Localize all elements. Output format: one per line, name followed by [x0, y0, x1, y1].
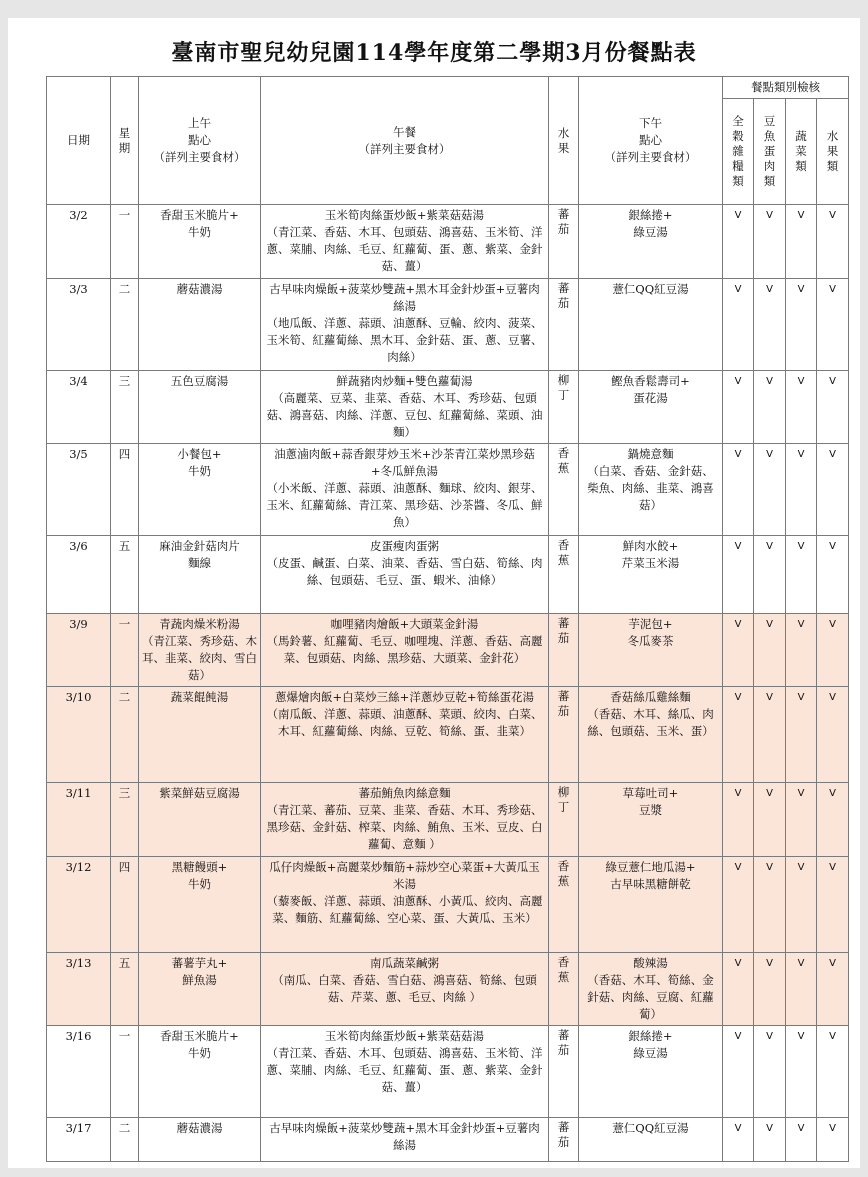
- weekday-cell: 二: [111, 1118, 139, 1162]
- fruit-cell: 蕃茄: [549, 279, 579, 371]
- lunch-dish: 蕃茄鮪魚肉絲意麵: [358, 786, 451, 800]
- pm-snack-cell: 銀絲捲+ 綠豆湯: [579, 205, 723, 279]
- am-snack-cell: 黑糖饅頭+ 牛奶: [139, 857, 261, 953]
- lunch-ingredients: （皮蛋、鹹蛋、白菜、油菜、香菇、雪白菇、筍絲、肉絲、包頭菇、毛豆、蛋、蝦米、油條）: [266, 556, 543, 587]
- table-row: [47, 536, 849, 614]
- check-vegetables: V: [786, 279, 817, 371]
- weekday-cell: 四: [111, 857, 139, 953]
- date-cell: 3/13: [47, 953, 111, 1026]
- table-row: [47, 1118, 849, 1162]
- fruit-cell: 蕃茄: [549, 614, 579, 687]
- lunch-ingredients: （小米飯、洋蔥、蒜頭、油蔥酥、麵球、絞肉、銀芽、玉米、紅蘿蔔絲、青江菜、黑珍菇、沙茶醬、冬瓜、鮮魚）: [266, 481, 543, 529]
- check-vegetables: V: [786, 205, 817, 279]
- fruit-cell: 蕃茄: [549, 1026, 579, 1118]
- check-fruit: V: [817, 953, 849, 1026]
- pm-snack-cell: 酸辣湯 （香菇、木耳、筍絲、金針菇、肉絲、豆腐、紅蘿蔔）: [579, 953, 723, 1026]
- lunch-dish: 皮蛋瘦肉蛋粥: [370, 539, 439, 553]
- check-fruit: V: [817, 536, 849, 614]
- check-fruit: V: [817, 783, 849, 857]
- lunch-cell: [261, 857, 549, 953]
- check-protein: V: [754, 614, 786, 687]
- check-protein: V: [754, 205, 786, 279]
- fruit-cell: 蕃茄: [549, 205, 579, 279]
- table-row: [47, 205, 849, 279]
- date-cell: 3/17: [47, 1118, 111, 1162]
- header-check-group: 餐點類別檢核: [723, 77, 849, 99]
- check-protein: V: [754, 687, 786, 783]
- check-grains: V: [723, 783, 754, 857]
- fruit-cell: 香蕉: [549, 953, 579, 1026]
- am-snack-cell: 蔬菜餛飩湯: [139, 687, 261, 783]
- pm-snack-cell: 薏仁QQ紅豆湯: [579, 1118, 723, 1162]
- check-grains: V: [723, 279, 754, 371]
- check-grains: V: [723, 536, 754, 614]
- date-cell: 3/9: [47, 614, 111, 687]
- check-protein: V: [754, 1118, 786, 1162]
- weekday-cell: 一: [111, 1026, 139, 1118]
- check-vegetables: V: [786, 857, 817, 953]
- header-am-snack: 上午 點心 （詳列主要食材）: [139, 77, 261, 205]
- check-grains: V: [723, 1118, 754, 1162]
- table-row: [47, 614, 849, 687]
- am-snack-cell: 五色豆腐湯: [139, 371, 261, 444]
- check-grains: V: [723, 1026, 754, 1118]
- lunch-cell: [261, 444, 549, 536]
- lunch-cell: [261, 205, 549, 279]
- lunch-cell: [261, 783, 549, 857]
- lunch-dish: 古早味肉燥飯+菠菜炒雙蔬+黑木耳金針炒蛋+豆薯肉絲湯: [269, 1121, 540, 1152]
- weekday-cell: 一: [111, 614, 139, 687]
- table-header: [47, 77, 849, 205]
- fruit-cell: 香蕉: [549, 444, 579, 536]
- check-protein: V: [754, 953, 786, 1026]
- check-protein: V: [754, 783, 786, 857]
- date-cell: 3/12: [47, 857, 111, 953]
- pm-snack-cell: 鍋燒意麵 （白菜、香菇、金針菇、柴魚、肉絲、韭菜、鴻喜菇）: [579, 444, 723, 536]
- table-row: [47, 371, 849, 444]
- lunch-ingredients: （藜麥飯、洋蔥、蒜頭、油蔥酥、小黃瓜、絞肉、高麗菜、麵筋、紅蘿蔔絲、空心菜、蛋、大黃瓜、玉米）: [266, 894, 543, 925]
- pm-snack-cell: 香菇絲瓜雞絲麵 （香菇、木耳、絲瓜、肉絲、包頭菇、玉米、蛋）: [579, 687, 723, 783]
- header-check-fruit: 水果類: [817, 99, 849, 205]
- lunch-ingredients: （地瓜飯、洋蔥、蒜頭、油蔥酥、豆輪、絞肉、菠菜、玉米筍、紅蘿蔔絲、黑木耳、金針菇、蛋、蔥、豆薯、肉絲）: [266, 316, 543, 364]
- check-fruit: V: [817, 1026, 849, 1118]
- pm-snack-cell: 草莓吐司+ 豆漿: [579, 783, 723, 857]
- pm-snack-cell: 綠豆薏仁地瓜湯+ 古早味黑糖餅乾: [579, 857, 723, 953]
- check-vegetables: V: [786, 614, 817, 687]
- weekday-cell: 一: [111, 205, 139, 279]
- am-snack-cell: 蕃薯芋丸+ 鮮魚湯: [139, 953, 261, 1026]
- document-page: [8, 18, 860, 1168]
- lunch-cell: [261, 614, 549, 687]
- am-snack-cell: 香甜玉米脆片+ 牛奶: [139, 205, 261, 279]
- fruit-cell: 香蕉: [549, 857, 579, 953]
- lunch-ingredients: （馬鈴薯、紅蘿蔔、毛豆、咖哩塊、洋蔥、香菇、高麗菜、包頭菇、肉絲、黑珍菇、大頭菜、金針花）: [266, 634, 543, 665]
- check-vegetables: V: [786, 1118, 817, 1162]
- header-check-protein: 豆魚蛋肉類: [754, 99, 786, 205]
- am-snack-cell: 青蔬肉燥米粉湯 （青江菜、秀珍菇、木耳、韭菜、絞肉、雪白菇）: [139, 614, 261, 687]
- check-protein: V: [754, 279, 786, 371]
- lunch-ingredients: （南瓜、白菜、香菇、雪白菇、鴻喜菇、筍絲、包頭菇、芹菜、蔥、毛豆、肉絲 ）: [272, 973, 537, 1004]
- check-fruit: V: [817, 371, 849, 444]
- lunch-ingredients: （南瓜飯、洋蔥、蒜頭、油蔥酥、菜頭、絞肉、白菜、木耳、紅蘿蔔絲、肉絲、豆乾、筍絲、蛋、韭菜）: [266, 707, 543, 738]
- pm-snack-cell: 銀絲捲+ 綠豆湯: [579, 1026, 723, 1118]
- check-fruit: V: [817, 857, 849, 953]
- meal-table: [46, 76, 849, 1162]
- header-check-grains: 全穀雜糧類: [723, 99, 754, 205]
- check-fruit: V: [817, 205, 849, 279]
- pm-snack-cell: 芋泥包+ 冬瓜麥茶: [579, 614, 723, 687]
- weekday-cell: 三: [111, 371, 139, 444]
- check-protein: V: [754, 444, 786, 536]
- pm-snack-cell: 鰹魚香鬆壽司+ 蛋花湯: [579, 371, 723, 444]
- table-row: [47, 1026, 849, 1118]
- lunch-cell: [261, 687, 549, 783]
- check-grains: V: [723, 687, 754, 783]
- pm-snack-cell: 薏仁QQ紅豆湯: [579, 279, 723, 371]
- lunch-dish: 鮮蔬豬肉炒麵+雙色蘿蔔湯: [336, 374, 473, 388]
- check-vegetables: V: [786, 1026, 817, 1118]
- date-cell: 3/5: [47, 444, 111, 536]
- weekday-cell: 五: [111, 536, 139, 614]
- header-lunch: 午餐 （詳列主要食材）: [261, 77, 549, 205]
- check-grains: V: [723, 444, 754, 536]
- table-row: [47, 857, 849, 953]
- am-snack-cell: 麻油金針菇肉片 麵線: [139, 536, 261, 614]
- weekday-cell: 二: [111, 687, 139, 783]
- check-vegetables: V: [786, 687, 817, 783]
- table-row: [47, 687, 849, 783]
- lunch-dish: 古早味肉燥飯+菠菜炒雙蔬+黑木耳金針炒蛋+豆薯肉絲湯: [269, 282, 540, 313]
- lunch-cell: [261, 953, 549, 1026]
- check-fruit: V: [817, 444, 849, 536]
- lunch-dish: 咖哩豬肉燴飯+大頭菜金針湯: [330, 617, 479, 631]
- page-title: 臺南市聖兒幼兒園114學年度第二學期3月份餐點表: [171, 40, 697, 66]
- lunch-ingredients: （青江菜、蕃茄、豆菜、韭菜、香菇、木耳、秀珍菇、黑珍菇、金針菇、榨菜、肉絲、鮪魚、玉米、豆皮、白蘿蔔、意麵 ）: [266, 803, 543, 851]
- lunch-dish: 蔥爆燴肉飯+白菜炒三絲+洋蔥炒豆乾+筍絲蛋花湯: [275, 690, 534, 704]
- header-weekday: 星期: [111, 77, 139, 205]
- lunch-ingredients: （青江菜、香菇、木耳、包頭菇、鴻喜菇、玉米筍、洋蔥、菜脯、肉絲、毛豆、紅蘿蔔、蛋、蔥、紫菜、金針菇、薑）: [266, 1046, 543, 1094]
- header-check-vegetables: 蔬菜類: [786, 99, 817, 205]
- lunch-cell: [261, 1118, 549, 1162]
- lunch-cell: [261, 536, 549, 614]
- lunch-dish: 油蔥滷肉飯+蒜香銀芽炒玉米+沙茶青江菜炒黑珍菇+冬瓜鮮魚湯: [274, 447, 535, 478]
- date-cell: 3/2: [47, 205, 111, 279]
- am-snack-cell: 小餐包+ 牛奶: [139, 444, 261, 536]
- check-fruit: V: [817, 279, 849, 371]
- check-protein: V: [754, 536, 786, 614]
- header-pm-snack: 下午 點心 （詳列主要食材）: [579, 77, 723, 205]
- check-grains: V: [723, 371, 754, 444]
- check-grains: V: [723, 614, 754, 687]
- lunch-dish: 玉米筍肉絲蛋炒飯+紫菜菇菇湯: [324, 208, 485, 222]
- weekday-cell: 二: [111, 279, 139, 371]
- fruit-cell: 蕃茄: [549, 1118, 579, 1162]
- check-vegetables: V: [786, 783, 817, 857]
- check-protein: V: [754, 371, 786, 444]
- check-vegetables: V: [786, 536, 817, 614]
- table-row: [47, 279, 849, 371]
- check-fruit: V: [817, 614, 849, 687]
- lunch-cell: [261, 1026, 549, 1118]
- weekday-cell: 三: [111, 783, 139, 857]
- header-date: 日期: [47, 77, 111, 205]
- lunch-ingredients: （高麗菜、豆菜、韭菜、香菇、木耳、秀珍菇、包頭菇、鴻喜菇、肉絲、洋蔥、豆包、紅蘿蔔絲、菜頭、油麵）: [266, 391, 543, 439]
- weekday-cell: 四: [111, 444, 139, 536]
- lunch-dish: 南瓜蔬菜鹹粥: [370, 956, 439, 970]
- date-cell: 3/10: [47, 687, 111, 783]
- date-cell: 3/16: [47, 1026, 111, 1118]
- pm-snack-cell: 鮮肉水餃+ 芹菜玉米湯: [579, 536, 723, 614]
- check-vegetables: V: [786, 444, 817, 536]
- check-grains: V: [723, 857, 754, 953]
- check-protein: V: [754, 857, 786, 953]
- fruit-cell: 蕃茄: [549, 687, 579, 783]
- fruit-cell: 柳丁: [549, 371, 579, 444]
- check-vegetables: V: [786, 953, 817, 1026]
- date-cell: 3/3: [47, 279, 111, 371]
- check-fruit: V: [817, 1118, 849, 1162]
- table-row: [47, 783, 849, 857]
- lunch-dish: 玉米筍肉絲蛋炒飯+紫菜菇菇湯: [324, 1029, 485, 1043]
- fruit-cell: 香蕉: [549, 536, 579, 614]
- check-protein: V: [754, 1026, 786, 1118]
- am-snack-cell: 蘑菇濃湯: [139, 279, 261, 371]
- check-vegetables: V: [786, 371, 817, 444]
- lunch-cell: [261, 279, 549, 371]
- table-row: [47, 953, 849, 1026]
- date-cell: 3/11: [47, 783, 111, 857]
- table-body: [47, 205, 849, 1162]
- check-grains: V: [723, 205, 754, 279]
- am-snack-cell: 蘑菇濃湯: [139, 1118, 261, 1162]
- lunch-dish: 瓜仔肉燥飯+高麗菜炒麵筋+蒜炒空心菜蛋+大黃瓜玉米湯: [269, 860, 540, 891]
- table-row: [47, 444, 849, 536]
- date-cell: 3/4: [47, 371, 111, 444]
- check-fruit: V: [817, 687, 849, 783]
- date-cell: 3/6: [47, 536, 111, 614]
- fruit-cell: 柳丁: [549, 783, 579, 857]
- check-grains: V: [723, 953, 754, 1026]
- lunch-ingredients: （青江菜、香菇、木耳、包頭菇、鴻喜菇、玉米筍、洋蔥、菜脯、肉絲、毛豆、紅蘿蔔、蛋、蔥、紫菜、金針菇、薑）: [266, 225, 543, 273]
- lunch-cell: [261, 371, 549, 444]
- header-fruit: 水果: [549, 77, 579, 205]
- am-snack-cell: 紫菜鮮菇豆腐湯: [139, 783, 261, 857]
- weekday-cell: 五: [111, 953, 139, 1026]
- am-snack-cell: 香甜玉米脆片+ 牛奶: [139, 1026, 261, 1118]
